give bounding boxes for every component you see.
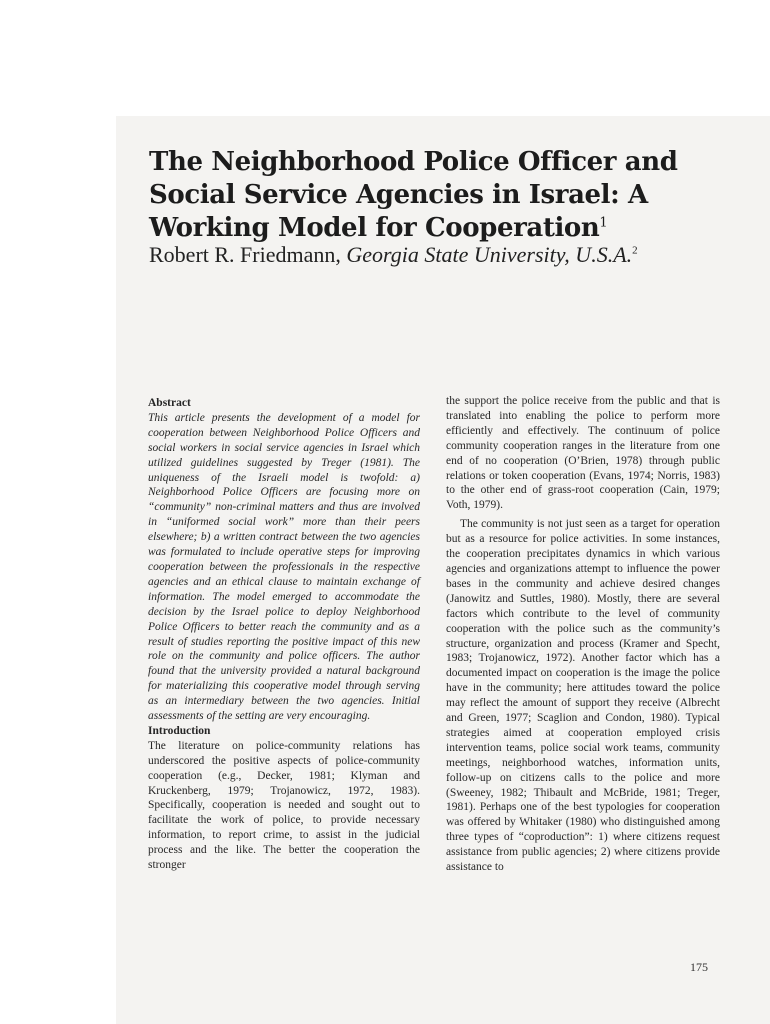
abstract-heading: Abstract [148, 397, 191, 409]
author-affiliation: Georgia State University, U.S.A. [346, 242, 633, 267]
article-title-text: The Neighborhood Police Officer and Social Service Agencies in Israel: A Working Model for Cooperation [149, 147, 678, 243]
abstract-body: This article presents the development of a model for cooperation between Neighborhood Police Officers and social workers in social service agencies in Israel which utilized guidelines suggested by Treger (1981). The uniqueness of the Israeli model is twofold: a) Neighborhood Police Officers are focusing more on “community” non-criminal matters and thus are involved in “uniformed social work” more than their peers elsewhere; b) a written contract between the two agencies was formulated to include operative steps for improving cooperation between the professionals in the respective agencies and an ethical clause to maintain exchange of information. The model emerged to accommodate the decision by the Israel police to deploy Neighborhood Police Officers to better reach the community and as a result of studies reporting the positive impact of this new role on the community and police officers. The author found that the university provided a natural background for materializing this cooperative model through serving as an intermediary between the two agencies. Initial assessments of the setting are very encouraging. [148, 411, 420, 723]
article-title [149, 146, 729, 245]
right-column [446, 394, 720, 875]
introduction-body: The literature on police-community relations has underscored the positive aspects of police-community cooperation (e.g., Decker, 1981; Klyman and Kruckenberg, 1979; Trojanowicz, 1972, 1983). Specifically, cooperation is needed and sought out to facilitate the work of police, to provide necessary information, to report crime, to assist in the judicial process and the like. The better the cooperation the stronger [148, 739, 420, 872]
left-column [148, 396, 420, 873]
title-footnote-marker: 1 [599, 215, 608, 231]
introduction-heading: Introduction [148, 724, 211, 737]
author-line [149, 242, 709, 268]
page-number: 175 [690, 960, 708, 974]
author-footnote-marker: 2 [632, 244, 638, 257]
right-paragraph-2: The community is not just seen as a target for operation but as a resource for police activities. In some instances, the cooperation precipitates dynamics in which various agencies and organizations attempt to influence the power bases in the community and achieve desired changes (Janowitz and Suttles, 1980). Mostly, there are several factors which contribute to the level of community cooperation with the police such as the community’s structure, organization and process (Kramer and Specht, 1983; Trojanowicz, 1972). Another factor which has a documented impact on cooperation is the image the police have in the community; here attitudes toward the police may reflect the amount of support they receive (Albrecht and Green, 1977; Scaglion and Condon, 1980). Typical strategies aimed at cooperation employed crisis intervention teams, police social work teams, community meetings, neighborhood watches, information units, follow-up on citizens calls to the police and more (Sweeney, 1982; Thibault and McBride, 1981; Treger, 1981). Perhaps one of the best typologies for cooperation was offered by Whitaker (1980) who distinguished among three types of “coproduction”: 1) where citizens request assistance from public agencies; 2) where citizens provide assistance to [446, 518, 720, 874]
author-name: Robert R. Friedmann, [149, 242, 347, 267]
right-paragraph-1: the support the police receive from the public and that is translated into enabling the police to perform more efficiently and effectively. The continuum of police community cooperation ranges in the literature from one end of no cooperation (O’Brien, 1978) through public relations or token cooperation (Evans, 1974; Norris, 1983) to the other end of grass-root cooperation (Cain, 1979; Voth, 1979). [446, 395, 720, 512]
